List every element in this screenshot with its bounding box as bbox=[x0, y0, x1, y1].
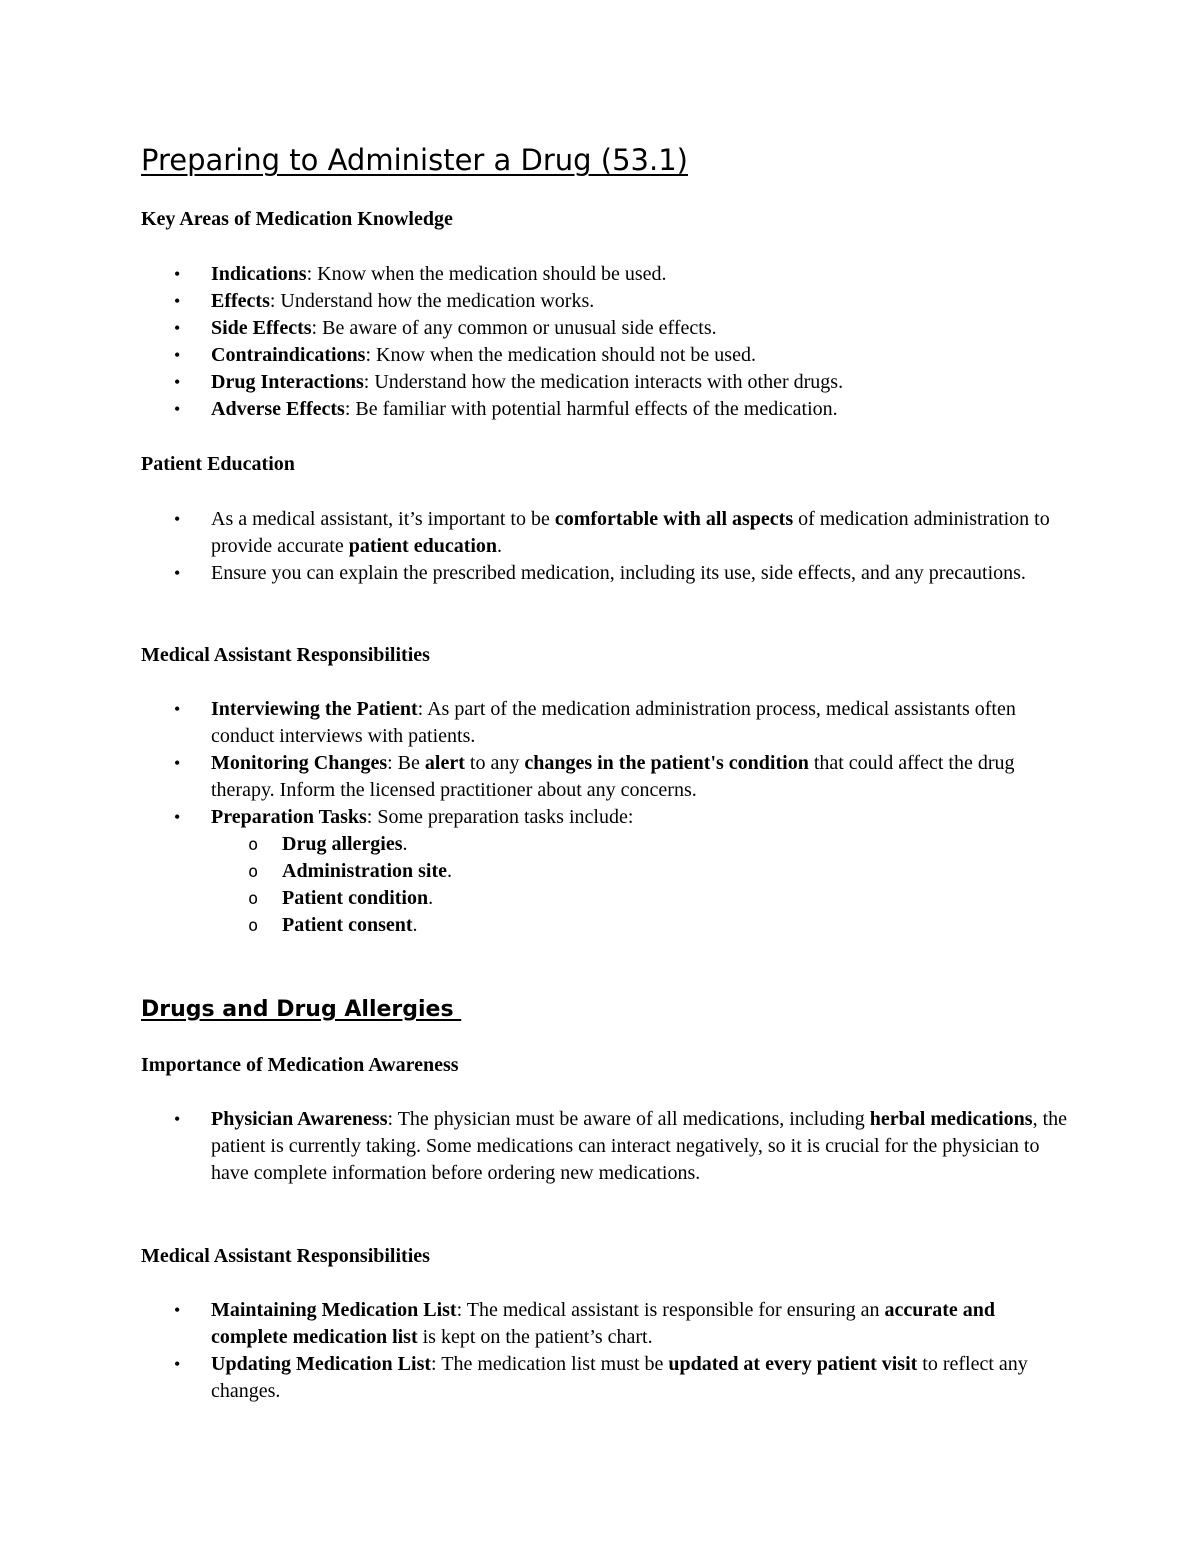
list-item: • Monitoring Changes: Be alert to any changes in the patient's condition that could affect the drug therapy. Inform the licensed practitioner about any concerns. bbox=[174, 752, 1015, 801]
circle-bullet-icon: o bbox=[248, 835, 259, 855]
page-title: Preparing to Administer a Drug (53.1) bbox=[141, 143, 688, 177]
bullet-icon: • bbox=[174, 509, 181, 529]
list-item: • Ensure you can explain the prescribed medication, including its use, side effects, and any precautions. bbox=[141, 560, 1071, 587]
bullet-icon: • bbox=[174, 753, 181, 773]
list-item: • As a medical assistant, it’s important to be comfortable with all aspects of medication administration to provide accurate patient education. bbox=[174, 508, 1050, 557]
preparation-sublist bbox=[211, 831, 1071, 939]
sub-list-item: o Patient condition. bbox=[211, 885, 1071, 912]
list-item: • Maintaining Medication List: The medical assistant is responsible for ensuring an accurate and complete medication list is kept on the patient’s chart. bbox=[174, 1299, 995, 1348]
list-item: • Effects: Understand how the medication works. bbox=[141, 288, 1071, 315]
list-item: • Updating Medication List: The medication list must be updated at every patient visit to reflect any changes. bbox=[174, 1353, 1028, 1402]
list-item: • Drug Interactions: Understand how the medication interacts with other drugs. bbox=[141, 369, 1071, 396]
sub-list-item: o Patient consent. bbox=[211, 912, 1071, 939]
list-item: • Indications: Know when the medication should be used. bbox=[141, 261, 1071, 288]
bullet-icon: • bbox=[174, 563, 181, 583]
bullet-icon: • bbox=[174, 1354, 181, 1374]
list-item: • Physician Awareness: The physician must be aware of all medications, including herbal medications, the patient is currently taking. Some medications can interact negatively, so it is crucial for the physician to have complete information before ordering new medications. bbox=[174, 1108, 1068, 1184]
bullet-icon: • bbox=[174, 699, 181, 719]
list-item: • Preparation Tasks: Some preparation tasks include: o Drug allergies. o Administration site. o Patient condition. o Patient consent. bbox=[141, 804, 1071, 939]
ma-responsibilities-list-2 bbox=[141, 1297, 1071, 1405]
bullet-icon: • bbox=[174, 399, 181, 419]
bullet-icon: • bbox=[174, 1300, 181, 1320]
bullet-icon: • bbox=[174, 807, 181, 827]
patient-education-list bbox=[141, 506, 1071, 587]
bullet-icon: • bbox=[174, 372, 181, 392]
section-title: Drugs and Drug Allergies bbox=[141, 997, 462, 1022]
bullet-icon: • bbox=[174, 345, 181, 365]
ma-responsibilities-list bbox=[141, 696, 1071, 939]
sub-list-item: o Drug allergies. bbox=[211, 831, 1071, 858]
key-areas-list bbox=[141, 261, 1071, 423]
circle-bullet-icon: o bbox=[248, 889, 259, 909]
ma-responsibilities-heading: Medical Assistant Responsibilities bbox=[141, 644, 430, 666]
list-item: • Adverse Effects: Be familiar with potential harmful effects of the medication. bbox=[141, 396, 1071, 423]
ma-responsibilities-heading-2: Medical Assistant Responsibilities bbox=[141, 1245, 430, 1267]
circle-bullet-icon: o bbox=[248, 916, 259, 936]
sub-list-item: o Administration site. bbox=[211, 858, 1071, 885]
bullet-icon: • bbox=[174, 318, 181, 338]
bullet-icon: • bbox=[174, 1109, 181, 1129]
key-areas-heading: Key Areas of Medication Knowledge bbox=[141, 208, 453, 230]
bullet-icon: • bbox=[174, 264, 181, 284]
importance-list bbox=[141, 1106, 1071, 1187]
list-item: • Interviewing the Patient: As part of the medication administration process, medical assistants often conduct interviews with patients. bbox=[174, 698, 1016, 747]
circle-bullet-icon: o bbox=[248, 862, 259, 882]
list-item: • Side Effects: Be aware of any common or unusual side effects. bbox=[141, 315, 1071, 342]
importance-heading: Importance of Medication Awareness bbox=[141, 1054, 459, 1076]
list-item: • Contraindications: Know when the medication should not be used. bbox=[141, 342, 1071, 369]
bullet-icon: • bbox=[174, 291, 181, 311]
patient-education-heading: Patient Education bbox=[141, 453, 295, 475]
